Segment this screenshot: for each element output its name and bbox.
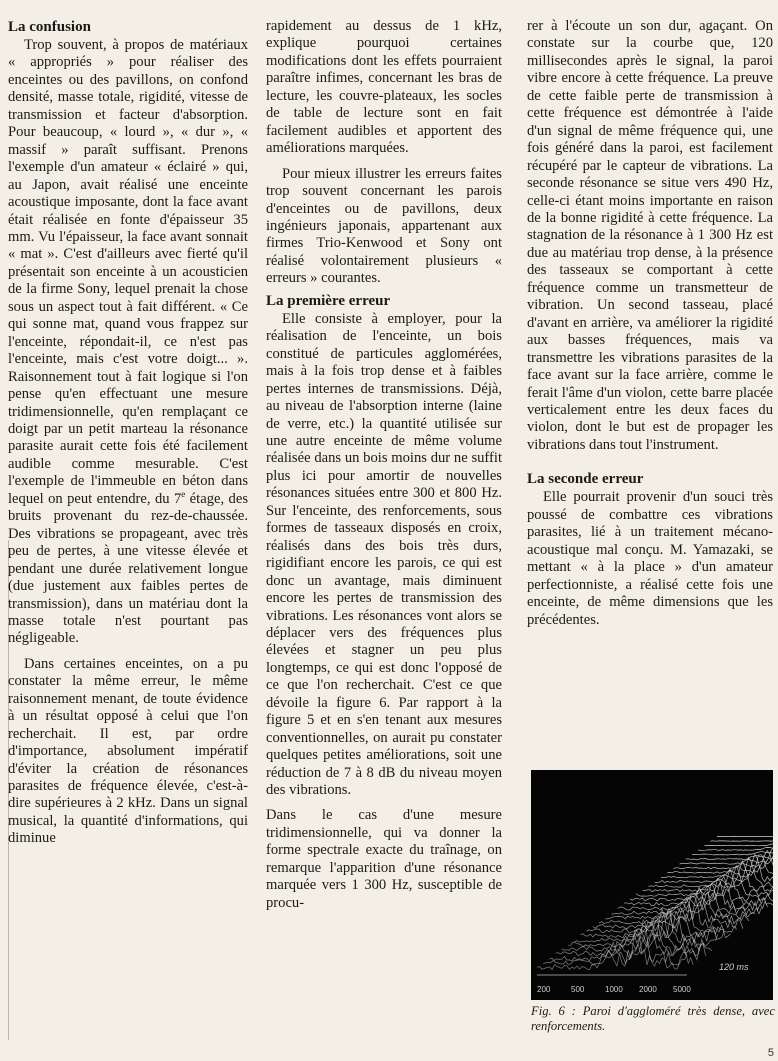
waterfall-trace	[599, 887, 749, 924]
waterfall-trace	[556, 922, 706, 957]
waterfall-trace	[692, 833, 773, 856]
waterfall-trace	[704, 826, 773, 846]
waterfall-trace	[630, 869, 773, 901]
paragraph: Elle consiste à employer, pour la réalisation de l'enceinte, un bois constitué de particules agglomérées, mais à la fois trop dense et à faibles pertes internes de transmissions. Déjà, au niveau de l'absorption interne (laine de verre, etc.) la quantité utilisée sur une autre enceinte de même volume réalisée dans un bois moins dur ne suffit plus ici pour amortir de nouvelles résonances situées entre 300 et 800 Hz. Sur l'enceinte, des renforcements, sous formes de tasseaux disposés en croix, réalisés dans des bois très durs, rigidifiant encore les parois, ce qui est donc un avantage, mais diminuent encore les pertes de transmission des vibrations. Les résonances vont alors se déplacer vers des fréquences plus élevées et stagner un peu plus longtemps, ce qui est donc l'opposé de ce que l'on recherchait. C'est ce que dévoile la figure 6. Par rapport à la figure 5 et en s'en tenant aux mesures conventionnelles, on aurait pu constater quelques petites améliorations, soit une réduction de 7 à 8 dB du niveau moyen des vibrations.	[266, 310, 502, 799]
paragraph	[8, 37, 248, 648]
waterfall-trace	[661, 855, 773, 878]
waterfall-trace	[549, 921, 699, 961]
column-3	[527, 18, 773, 629]
paragraph: Dans le cas d'une mesure tridimensionnelle, qui va donner la forme spectrale exacte du traînage, on remarque l'apparition d'une résonance marquée vers 1 300 Hz, susceptible de procu-	[266, 807, 502, 911]
paragraph: rer à l'écoute un son dur, agaçant. On constate sur la courbe que, 120 millisecondes après le signal, la paroi vibre encore à cette fréquence. La preuve de cette faible perte de transmission à cette fréquence est démontrée à l'aide d'un signal de même fréquence qui, une fois généré dans la paroi, est facilement récupéré par le capteur de vibrations. La seconde résonance se situe vers 490 Hz, celle-ci étant moins importante en raison de la bonne rigidité à cette fréquence. La stagnation de la résonance à 1 300 Hz est due au matériau trop dense, à la présence des tasseaux se comportant à cette fréquence comme un transmetteur de vibration. Un second tasseau, placé d'avant en arrière, va améliorer la rigidité aux basses fréquences, mais va transmettre les vibrations parasites de la face avant sur la face arrière, comme le ferait l'âme d'un violon, cette barre placée verticalement entre les deux faces du violon, dont le but est de propager les vibrations dans tout l'instrument.	[527, 18, 773, 453]
paragraph: rapidement au dessus de 1 kHz, explique pourquoi certaines modifications dont les effets pourraient paraître infimes, concernant les bras de lecture, les couvre-plateaux, les socles de table de lecture sont en fait facilement audibles et apportent des améliorations marquées.	[266, 18, 502, 157]
heading-confusion: La confusion	[8, 19, 91, 35]
waterfall-trace	[655, 855, 773, 883]
waterfall-trace	[680, 842, 773, 865]
waterfall-trace	[686, 836, 773, 859]
figure-caption: Fig. 6 : Paroi d'aggloméré très dense, avec renforcements.	[531, 1004, 775, 1033]
superscript: e	[181, 488, 186, 499]
waterfall-svg	[531, 770, 773, 1000]
frequency-tick-label: 2000	[639, 985, 657, 994]
frequency-tick-label: 500	[571, 985, 585, 994]
frequency-tick-label: 1000	[605, 985, 623, 994]
paragraph-text: Trop souvent, à propos de matériaux « appropriés » pour réaliser des enceintes ou des pavillons, on confond densité, masse totale, rigidité, vitesse de transmission et facteur d'absorption. Pour beaucoup, « lourd », « dur », « massif » paraît suffisant. Prenons l'exemple d'un amateur « éclairé » qui, au Japon, avait réalisé une enceinte acoustique imposante, dont la face avant était réalisée en fonte d'épaisseur 35 mm. Vu l'épaisseur, la face avant sonnait « mat ». C'est d'ailleurs avec fierté qu'il présentait son enceinte à un acousticien de la firme Sony, lequel prenait la chose sous un aspect tout à fait différent. « Ce qui sonne mat, quand vous frappez sur l'enceinte, répondait-il, ce n'est pas l'enceinte, mais c'est votre doigt... ». Raisonnement tout à fait logique si l'on pense qu'en effectuant une mesure tridimensionnelle, qu'en remplaçant ce doigt par un petit marteau la résonance parasite aurait cette fois été facilement audible comme mesurable. C'est l'exemple de l'immeuble en béton dans lequel on peut entendre, du 7	[8, 37, 248, 507]
waterfall-trace	[698, 831, 773, 851]
column-1	[8, 18, 248, 848]
paragraph: Pour mieux illustrer les erreurs faites trop souvent concernant les parois d'enceintes ou de pavillons, deux ingénieurs japonais, appartenant aux firmes Trio-Kenwood et Sony ont réalisé volontairement plusieurs « erreurs » courantes.	[266, 165, 502, 287]
waterfall-trace	[642, 861, 773, 892]
heading-second-error: La seconde erreur	[527, 471, 644, 488]
column-2	[266, 18, 502, 912]
waterfall-trace	[717, 819, 773, 837]
paragraph: Dans certaines enceintes, on a pu constater la même erreur, le même raisonnement menant, de toute évidence à un résultat opposé à celui que l'on recherchait. Il est, par ordre d'importance, absolument impératif d'éviter la création de résonances parasites de fréquence élevée, c'est-à-dire supérieures à 2 kHz. Dans un signal musical, la quantité d'informations, qui diminue	[8, 655, 248, 847]
heading-first-error: La première erreur	[266, 292, 391, 309]
figure-6-waterfall-plot	[531, 770, 773, 1000]
waterfall-trace	[649, 857, 773, 887]
page-number: 5	[767, 1047, 774, 1059]
time-axis-label: 120 ms	[719, 962, 749, 972]
frequency-tick-label: 200	[537, 985, 551, 994]
frequency-tick-label: 5000	[673, 985, 691, 994]
paragraph: Elle pourrait provenir d'un souci très poussé de combattre ces vibrations parasites, lié à un traitement mécano-acoustique mal conçu. M. Yamazaki, se mettant « à la place » d'un amateur perfectionniste, a réalisé cette fois une enceinte, de même dimensions que les précédentes.	[527, 489, 773, 628]
waterfall-trace	[711, 823, 773, 841]
paragraph-text: étage, des bruits provenant du rez-de-chaussée. Des vibrations se propageant, avec très peu de pertes, à une vitesse élevée et pendant une durée relativement longue (due justement aux faibles pertes de transmission), dans un matériau dont la masse totale n'est pourtant pas négligeable.	[8, 490, 248, 647]
